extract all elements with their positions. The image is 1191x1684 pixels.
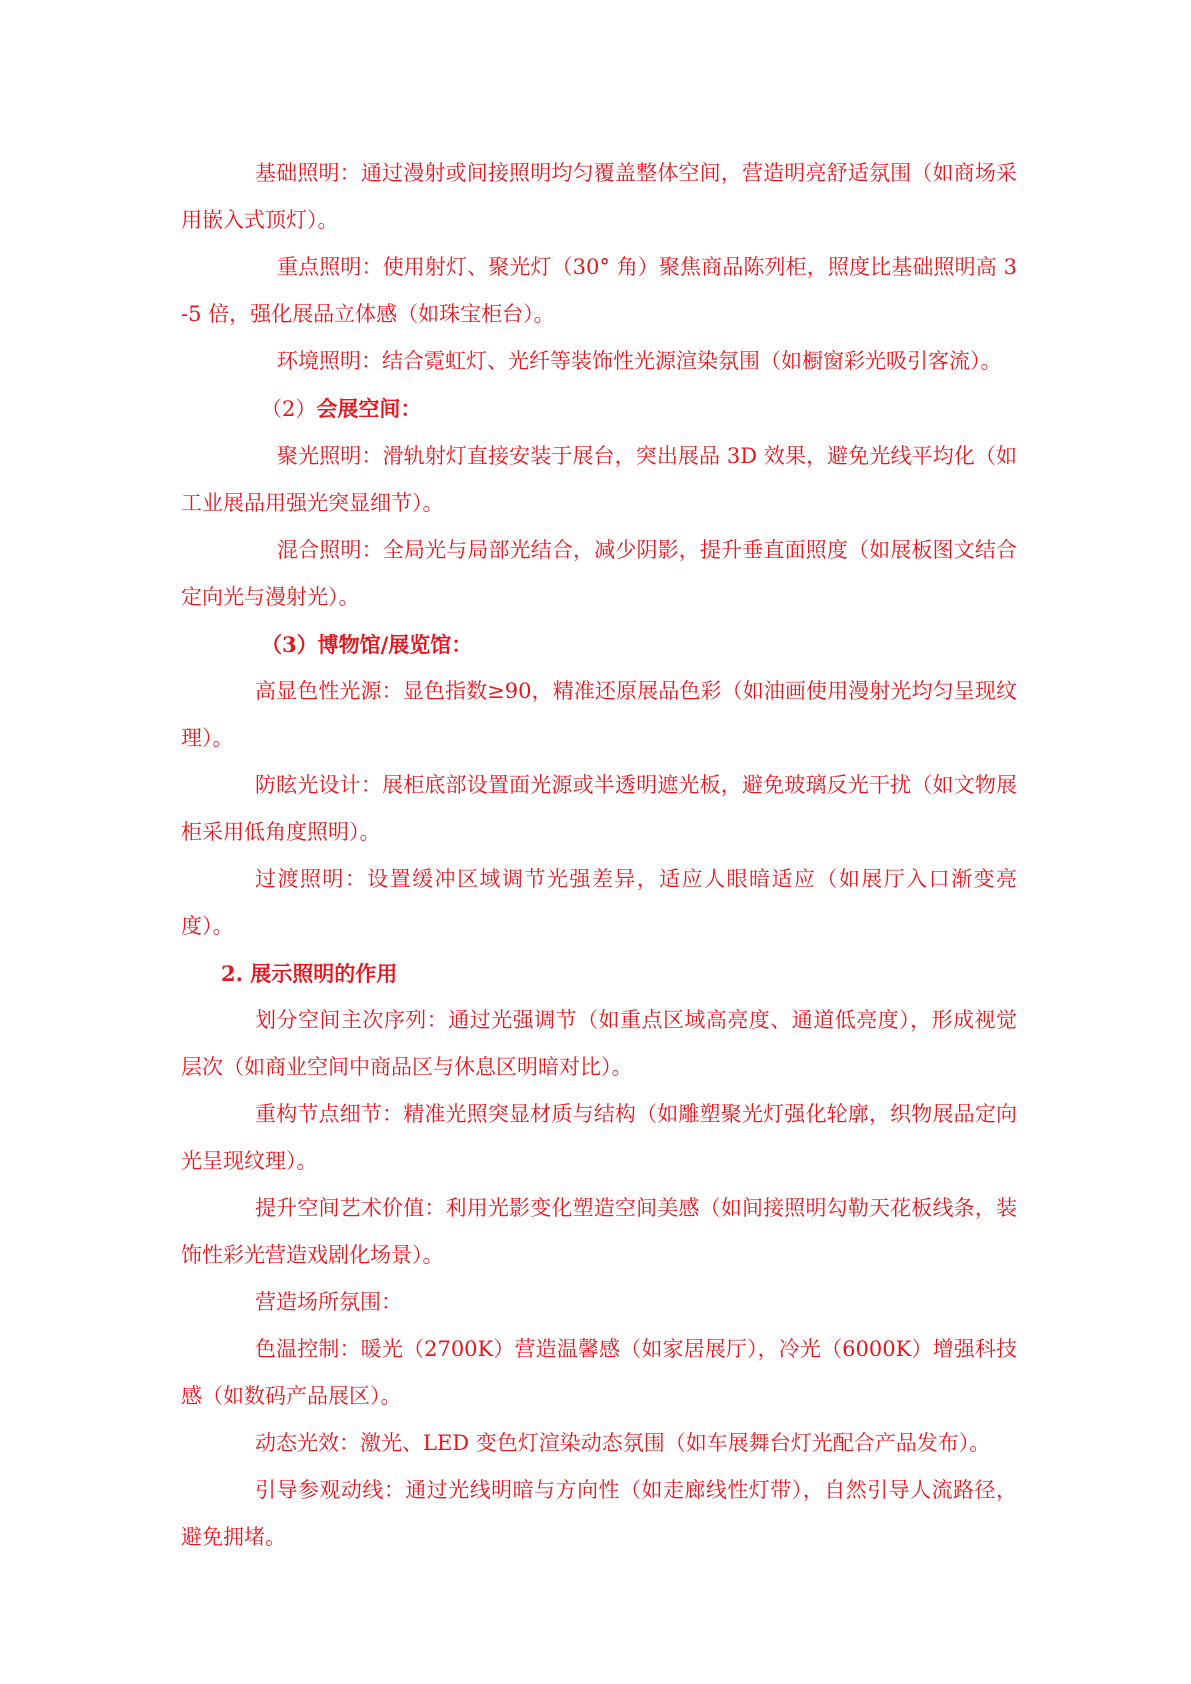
paragraph-spot-lighting: 聚光照明：滑轨射灯直接安装于展台，突出展品 3D 效果，避免光线平均化（如工业展品用强光突显细节）。 (181, 444, 1017, 515)
paragraph-dynamic-effects: 动态光效：激光、LED 变色灯渲染动态氛围（如车展舞台灯光配合产品发布）。 (255, 1431, 991, 1455)
paragraph-mixed-lighting: 混合照明：全局光与局部光结合，减少阴影，提升垂直面照度（如展板图文结合定向光与漫射光）。 (181, 538, 1017, 609)
paragraph-art-value: 提升空间艺术价值：利用光影变化塑造空间美感（如间接照明勾勒天花板线条，装饰性彩光营造戏剧化场景）。 (181, 1196, 1017, 1267)
paragraph-ambient-lighting: 环境照明：结合霓虹灯、光纤等装饰性光源渲染氛围（如橱窗彩光吸引客流）。 (277, 349, 1002, 373)
paragraph-color-temperature: 色温控制：暖光（2700K）营造温馨感（如家居展厅），冷光（6000K）增强科技感（如数码产品展区）。 (181, 1337, 1017, 1408)
paragraph-basic-lighting: 基础照明：通过漫射或间接照明均匀覆盖整体空间，营造明亮舒适氛围（如商场采用嵌入式顶灯）。 (181, 161, 1017, 232)
document-body (181, 150, 1017, 1561)
paragraph-node-detail: 重构节点细节：精准光照突显材质与结构（如雕塑聚光灯强化轮廓，织物展品定向光呈现纹理）。 (181, 1102, 1017, 1173)
heading-lighting-function: 2. 展示照明的作用 (221, 961, 398, 986)
paragraph-visitor-route: 引导参观动线：通过光线明暗与方向性（如走廊线性灯带），自然引导人流路径，避免拥堵。 (181, 1478, 1017, 1549)
heading-number: （2） (261, 397, 317, 421)
paragraph-accent-lighting: 重点照明：使用射灯、聚光灯（30° 角）聚焦商品陈列柜，照度比基础照明高 3-5 倍，强化展品立体感（如珠宝柜台）。 (181, 255, 1017, 326)
paragraph-transition-lighting: 过渡照明：设置缓冲区域调节光强差异，适应人眼暗适应（如展厅入口渐变亮度）。 (181, 867, 1017, 938)
heading-text: 会展空间： (316, 396, 422, 421)
heading-exhibition-space (181, 385, 1017, 433)
paragraph-anti-glare: 防眩光设计：展柜底部设置面光源或半透明遮光板，避免玻璃反光干扰（如文物展柜采用低角度照明）。 (181, 773, 1017, 844)
paragraph-high-cri: 高显色性光源：显色指数≥90，精准还原展品色彩（如油画使用漫射光均匀呈现纹理）。 (181, 679, 1017, 750)
paragraph-space-hierarchy: 划分空间主次序列：通过光强调节（如重点区域高亮度、通道低亮度），形成视觉层次（如商业空间中商品区与休息区明暗对比）。 (181, 1008, 1017, 1079)
heading-museum: （3）博物馆/展览馆： (261, 632, 473, 657)
paragraph-atmosphere: 营造场所氛围： (255, 1290, 402, 1314)
